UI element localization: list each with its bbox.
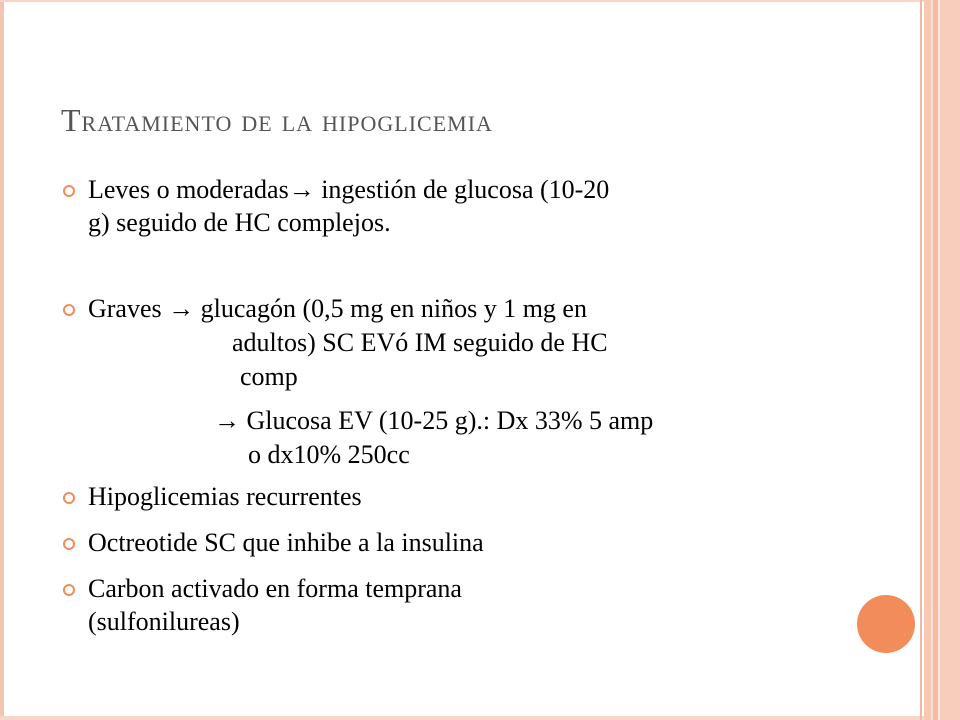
bullet-2-line-5: o dx10% 250cc bbox=[248, 440, 410, 469]
decorative-stripe bbox=[940, 0, 960, 720]
bullet-1-line-2: g) seguido de HC complejos. bbox=[88, 208, 391, 237]
bullet-icon bbox=[63, 185, 75, 197]
arrow-icon: → bbox=[168, 294, 195, 323]
bullet-2-line-3: comp bbox=[240, 362, 298, 391]
decorative-circle bbox=[857, 595, 915, 653]
slide-frame-left bbox=[0, 0, 4, 720]
bullet-3-line-1: Hipoglicemias recurrentes bbox=[88, 482, 362, 511]
slide-title: Tratamiento de la hipoglicemia bbox=[61, 102, 493, 138]
bullet-5-line-2: (sulfonilureas) bbox=[88, 607, 240, 636]
bullet-2-line-2: adultos) SC EVó IM seguido de HC bbox=[232, 328, 608, 357]
bullet-4-line-1: Octreotide SC que inhibe a la insulina bbox=[88, 528, 484, 557]
bullet-1-line-1: Leves o moderadas→ ingestión de glucosa (10-20 bbox=[88, 175, 610, 204]
bullet-5-line-1: Carbon activado en forma temprana bbox=[88, 574, 462, 603]
bullet-2-line-1: Graves → glucagón (0,5 mg en niños y 1 mg en bbox=[88, 294, 587, 323]
bullet-2-line-4: → Glucosa EV (10-25 g).: Dx 33% 5 amp bbox=[214, 406, 654, 435]
decorative-stripe bbox=[924, 0, 931, 720]
bullet-icon bbox=[63, 304, 75, 316]
arrow-icon: → bbox=[288, 175, 315, 204]
slide-frame-right bbox=[920, 0, 922, 720]
arrow-icon: → bbox=[214, 406, 240, 435]
bullet-icon bbox=[63, 492, 75, 504]
bullet-icon bbox=[63, 538, 75, 550]
slide-frame-bottom bbox=[0, 716, 925, 720]
bullet-icon bbox=[63, 584, 75, 596]
slide-frame-top bbox=[0, 0, 925, 2]
